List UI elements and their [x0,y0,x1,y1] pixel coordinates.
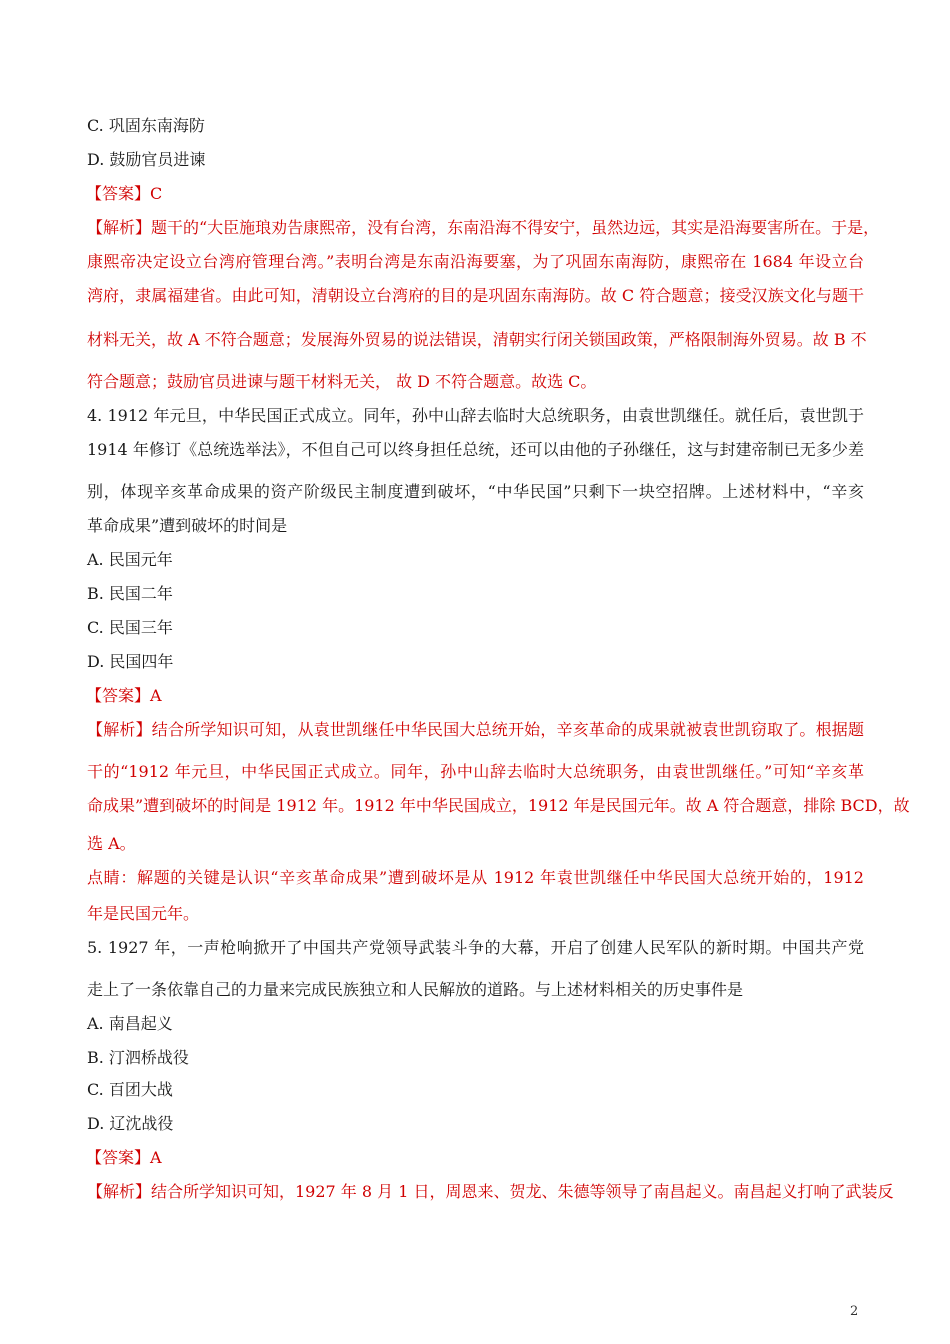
q5-stem-line: 5. 1927 年，一声枪响掀开了中国共产党领导武装斗争的大幕，开启了创建人民军队的新时期。中国共产党 [87,938,864,957]
q4-stem-line: 革命成果”遭到破坏的时间是 [87,516,288,535]
q5-answer: 【答案】A [86,1148,162,1167]
q4-analysis-line: 命成果”遭到破坏的时间是 1912 年。1912 年中华民国成立，1912 年是民国元年。故 A 符合题意，排除 BCD，故 [87,796,910,815]
q4-answer: 【答案】A [86,686,162,705]
q4-analysis-line: 【解析】结合所学知识可知，从袁世凯继任中华民国大总统开始，辛亥革命的成果就被袁世凯窃取了。根据题 [87,720,864,739]
q3-answer: 【答案】C [86,184,163,203]
q5-option-b: B. 汀泗桥战役 [87,1048,189,1067]
q4-note-line: 年是民国元年。 [87,904,200,923]
q3-analysis-line: 康熙帝决定设立台湾府管理台湾。”表明台湾是东南沿海要塞，为了巩固东南海防，康熙帝在 1684 年设立台 [87,252,864,271]
q5-option-d: D. 辽沈战役 [87,1114,174,1133]
q5-option-c: C. 百团大战 [87,1080,173,1099]
q4-option-c: C. 民国三年 [87,618,173,637]
q5-option-a: A. 南昌起义 [87,1014,173,1033]
q4-stem-line: 别，体现辛亥革命成果的资产阶级民主制度遭到破坏，“中华民国”只剩下一块空招牌。上述材料中，“辛亥 [87,482,864,501]
q4-option-a: A. 民国元年 [87,550,173,569]
q3-analysis-line: 【解析】题干的“大臣施琅劝告康熙帝，没有台湾，东南沿海不得安宁，虽然边远，其实是沿海要害所在。于是， [87,218,880,237]
q4-analysis-line: 选 A。 [87,834,136,853]
q3-option-c: C. 巩固东南海防 [87,116,205,135]
q4-stem-line: 1914 年修订《总统选举法》，不但自己可以终身担任总统，还可以由他的子孙继任，这与封建帝制已无多少差 [87,440,864,459]
q5-stem-line: 走上了一条依靠自己的力量来完成民族独立和人民解放的道路。与上述材料相关的历史事件是 [87,980,744,999]
q3-analysis-line: 符合题意；鼓励官员进谏与题干材料无关， 故 D 不符合题意。故选 C。 [87,372,597,391]
q3-option-d: D. 鼓励官员进谏 [87,150,206,169]
q4-option-d: D. 民国四年 [87,652,174,671]
page-number: 2 [850,1304,859,1319]
q3-analysis-line: 材料无关，故 A 不符合题意；发展海外贸易的说法错误，清朝实行闭关锁国政策，严格限制海外贸易。故 B 不 [87,330,867,349]
q4-stem-line: 4. 1912 年元旦，中华民国正式成立。同年，孙中山辞去临时大总统职务，由袁世凯继任。就任后，袁世凯于 [87,406,864,425]
q4-option-b: B. 民国二年 [87,584,173,603]
q4-analysis-line: 干的“1912 年元旦，中华民国正式成立。同年，孙中山辞去临时大总统职务，由袁世凯继任。”可知“辛亥革 [87,762,864,781]
q4-note-line: 点睛：解题的关键是认识“辛亥革命成果”遭到破坏是从 1912 年袁世凯继任中华民国大总统开始的，1912 [87,868,864,887]
q5-analysis-line: 【解析】结合所学知识可知，1927 年 8 月 1 日，周恩来、贺龙、朱德等领导了南昌起义。南昌起义打响了武装反 [87,1182,894,1201]
q3-analysis-line: 湾府，隶属福建省。由此可知，清朝设立台湾府的目的是巩固东南海防。故 C 符合题意；接受汉族文化与题干 [87,286,864,305]
